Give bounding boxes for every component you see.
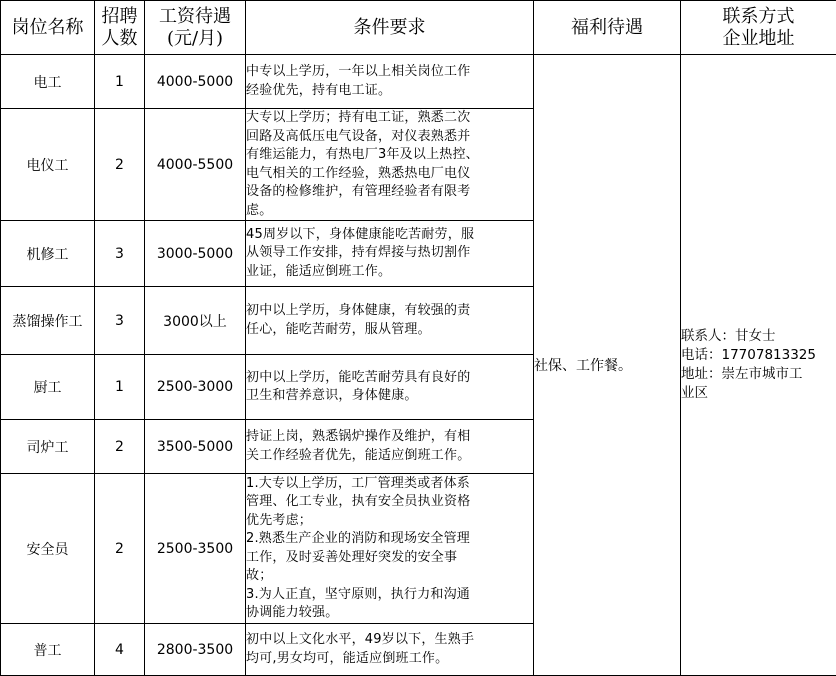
req-line: 卫生和营养意识，身体健康。 bbox=[246, 387, 533, 406]
req-line: 故； bbox=[246, 567, 533, 586]
position-name: 电工 bbox=[1, 55, 95, 109]
hire-count: 1 bbox=[95, 55, 145, 109]
req-line: 关工作经验者优先，能适应倒班工作。 bbox=[246, 447, 533, 466]
table-row bbox=[1, 55, 836, 109]
hire-count: 2 bbox=[95, 420, 145, 474]
requirements bbox=[246, 355, 534, 420]
salary: 2500-3500 bbox=[145, 474, 246, 624]
header-count bbox=[95, 1, 145, 55]
salary: 4000-5000 bbox=[145, 55, 246, 109]
req-line: 初中以上文化水平，49岁以下，生熟手 bbox=[246, 631, 533, 650]
header-benefits: 福利待遇 bbox=[534, 1, 681, 55]
requirements bbox=[246, 221, 534, 287]
hire-count: 1 bbox=[95, 355, 145, 420]
req-line: 任心，能吃苦耐劳，服从管理。 bbox=[246, 321, 533, 340]
requirements bbox=[246, 55, 534, 109]
req-line: 初中以上学历，身体健康，有较强的责 bbox=[246, 302, 533, 321]
req-line: 业证，能适应倒班工作。 bbox=[246, 263, 533, 282]
header-requirements: 条件要求 bbox=[246, 1, 534, 55]
header-salary-line1: 工资待遇 bbox=[145, 6, 245, 28]
header-salary bbox=[145, 1, 246, 55]
hire-count: 3 bbox=[95, 287, 145, 355]
salary: 3000以上 bbox=[145, 287, 246, 355]
header-count-line2: 人数 bbox=[95, 28, 144, 50]
header-salary-line2: (元/月) bbox=[145, 28, 245, 50]
req-line: 有维运能力，有热电厂3年及以上热控、 bbox=[246, 146, 533, 165]
header-contact-line1: 联系方式 bbox=[681, 6, 836, 28]
req-line: 电气相关的工作经验，熟悉热电厂电仪 bbox=[246, 165, 533, 184]
req-line: 2.熟悉生产企业的消防和现场安全管理 bbox=[246, 530, 533, 549]
requirements bbox=[246, 420, 534, 474]
hire-count: 2 bbox=[95, 109, 145, 221]
req-line: 优先考虑； bbox=[246, 512, 533, 531]
req-line: 设备的检修维护，有管理经验者有限考 bbox=[246, 183, 533, 202]
salary: 2800-3500 bbox=[145, 624, 246, 676]
req-line: 管理、化工专业，执有安全员执业资格 bbox=[246, 493, 533, 512]
contact-cell bbox=[681, 55, 836, 676]
req-line: 工作，及时妥善处理好突发的安全事 bbox=[246, 549, 533, 568]
req-line: 初中以上学历，能吃苦耐劳具有良好的 bbox=[246, 369, 533, 388]
header-contact-line2: 企业地址 bbox=[681, 28, 836, 50]
requirements bbox=[246, 474, 534, 624]
req-line: 回路及高低压电气设备，对仪表熟悉并 bbox=[246, 128, 533, 147]
position-name: 电仪工 bbox=[1, 109, 95, 221]
req-line: 中专以上学历，一年以上相关岗位工作 bbox=[246, 63, 533, 82]
benefits-cell: 社保、工作餐。 bbox=[534, 55, 681, 676]
req-line: 经验优先，持有电工证。 bbox=[246, 82, 533, 101]
position-name: 司炉工 bbox=[1, 420, 95, 474]
salary: 4000-5500 bbox=[145, 109, 246, 221]
position-name: 安全员 bbox=[1, 474, 95, 624]
req-line: 45周岁以下，身体健康能吃苦耐劳，服 bbox=[246, 226, 533, 245]
position-name: 机修工 bbox=[1, 221, 95, 287]
req-line: 持证上岗，熟悉锅炉操作及维护，有相 bbox=[246, 428, 533, 447]
req-line: 虑。 bbox=[246, 202, 533, 221]
contact-phone: 电话：17707813325 bbox=[681, 346, 836, 365]
req-line: 均可,男女均可，能适应倒班工作。 bbox=[246, 650, 533, 669]
hire-count: 3 bbox=[95, 221, 145, 287]
requirements bbox=[246, 624, 534, 676]
header-contact bbox=[681, 1, 836, 55]
header-row bbox=[1, 1, 836, 55]
contact-address-line1: 地址：崇左市城市工 bbox=[681, 365, 836, 384]
req-line: 从领导工作安排，持有焊接与热切割作 bbox=[246, 244, 533, 263]
position-name: 厨工 bbox=[1, 355, 95, 420]
salary: 3000-5000 bbox=[145, 221, 246, 287]
salary: 2500-3000 bbox=[145, 355, 246, 420]
header-position: 岗位名称 bbox=[1, 1, 95, 55]
req-line: 3.为人正直，坚守原则，执行力和沟通 bbox=[246, 586, 533, 605]
contact-person: 联系人：甘女士 bbox=[681, 327, 836, 346]
req-line: 1.大专以上学历，工厂管理类或者体系 bbox=[246, 475, 533, 494]
position-name: 普工 bbox=[1, 624, 95, 676]
hire-count: 2 bbox=[95, 474, 145, 624]
position-name: 蒸馏操作工 bbox=[1, 287, 95, 355]
req-line: 大专以上学历；持有电工证，熟悉二次 bbox=[246, 109, 533, 128]
header-count-line1: 招聘 bbox=[95, 6, 144, 28]
hire-count: 4 bbox=[95, 624, 145, 676]
contact-address-line2: 业区 bbox=[681, 384, 836, 403]
salary: 3500-5000 bbox=[145, 420, 246, 474]
requirements bbox=[246, 287, 534, 355]
req-line: 协调能力较强。 bbox=[246, 604, 533, 623]
requirements bbox=[246, 109, 534, 221]
